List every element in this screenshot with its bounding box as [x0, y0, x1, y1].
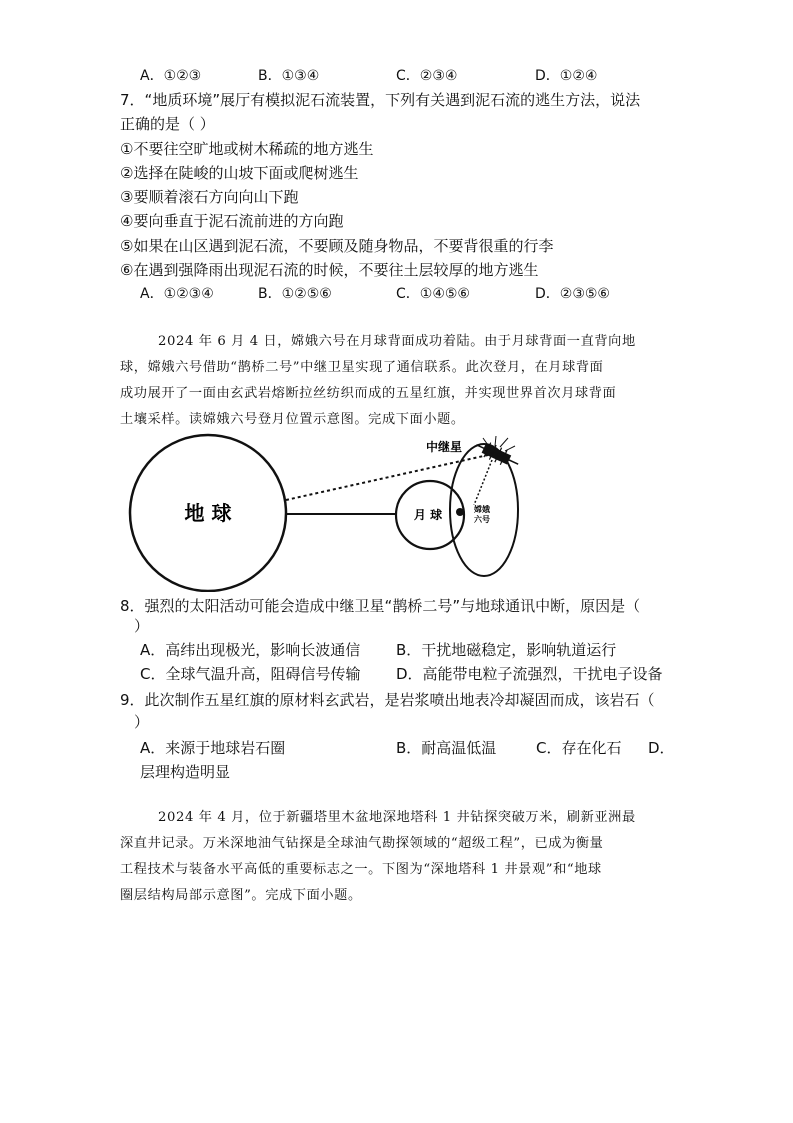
lander-dot	[456, 508, 464, 516]
q6-option-d: D．①②④	[535, 68, 598, 84]
q8-option-b: B．干扰地磁稳定，影响轨道运行	[396, 641, 617, 659]
passage1-line-1: 2024 年 6 月 4 日，嫦娥六号在月球背面成功着陆。由于月球背面一直背向地	[158, 334, 636, 349]
q8-option-a: A．高纬出现极光，影响长波通信	[140, 641, 361, 659]
moon-label: 月 球	[413, 508, 443, 522]
passage1-line-2: 球，嫦娥六号借助“鹊桥二号”中继卫星实现了通信联系。此次登月，在月球背面	[120, 360, 604, 375]
relay-lander-signal-line	[474, 460, 492, 505]
earth-relay-signal-line	[286, 455, 488, 500]
q7-option-b: B．①②⑤⑥	[258, 286, 332, 302]
q7-statement-2: ②选择在陡峻的山坡下面或爬树逃生	[120, 164, 359, 182]
q6-option-a: A．①②③	[140, 68, 202, 84]
q7-stem-cont: 正确的是（ ）	[120, 115, 215, 133]
passage2-line-2: 深直井记录。万米深地油气钻探是全球油气勘探领域的“超级工程”，已成为衡量	[120, 836, 604, 851]
q8-stem-cont: ）	[134, 617, 150, 635]
q6-option-c: C．②③④	[396, 68, 458, 84]
q8-option-c: C．全球气温升高，阻碍信号传输	[140, 665, 361, 683]
q9-stem-cont: ）	[134, 713, 150, 731]
relay-label: 中继星	[426, 440, 463, 454]
earth-label: 地 球	[184, 501, 232, 525]
q7-statement-4: ④要向垂直于泥石流前进的方向跑	[120, 212, 344, 230]
passage2-line-3: 工程技术与装备水平高低的重要标志之一。下图为“深地塔科 1 井景观”和“地球	[120, 862, 602, 877]
q6-option-b: B．①③④	[258, 68, 320, 84]
q9-option-c: C．存在化石	[536, 739, 622, 757]
q7-statement-1: ①不要往空旷地或树木稀疏的地方逃生	[120, 140, 374, 158]
lander-label: 嫦娥	[474, 505, 490, 514]
q8-stem: 8．强烈的太阳活动可能会造成中继卫星“鹊桥二号”与地球通讯中断，原因是（	[120, 597, 641, 615]
q7-statement-6: ⑥在遇到强降雨出现泥石流的时候，不要往土层较厚的地方逃生	[120, 261, 539, 279]
passage1-line-3: 成功展开了一面由玄武岩熔断拉丝纺织而成的五星红旗，并实现世界首次月球背面	[120, 386, 617, 401]
q7-option-a: A．①②③④	[140, 286, 214, 302]
q7-option-d: D．②③⑤⑥	[535, 286, 610, 302]
q7-statement-3: ③要顺着滚石方向向山下跑	[120, 188, 299, 206]
q9-option-d-cont: 层理构造明显	[140, 763, 231, 781]
q9-option-a: A．来源于地球岩石圈	[140, 739, 286, 757]
q7-option-c: C．①④⑤⑥	[396, 286, 470, 302]
q9-stem: 9．此次制作五星红旗的原材料玄武岩，是岩浆喷出地表冷却凝固而成，该岩石（	[120, 691, 655, 709]
passage2-line-1: 2024 年 4 月，位于新疆塔里木盆地深地塔科 1 井钻探突破万米，刷新亚洲最	[158, 810, 636, 825]
lander-label-cont: 六号	[474, 515, 490, 524]
relay-satellite-icon	[473, 438, 521, 472]
moon-landing-diagram	[0, 432, 793, 592]
q9-option-b: B．耐高温低温	[396, 739, 497, 757]
passage1-line-4: 土壤采样。读嫦娥六号登月位置示意图。完成下面小题。	[120, 412, 465, 427]
q7-statement-5: ⑤如果在山区遇到泥石流，不要顾及随身物品，不要背很重的行李	[120, 237, 554, 255]
q7-stem: 7．“地质环境”展厅有模拟泥石流装置，下列有关遇到泥石流的逃生方法，说法	[120, 91, 641, 109]
passage2-line-4: 圈层结构局部示意图”。完成下面小题。	[120, 888, 362, 903]
q8-option-d: D．高能带电粒子流强烈，干扰电子设备	[396, 665, 663, 683]
q9-option-d: D．	[648, 739, 675, 757]
